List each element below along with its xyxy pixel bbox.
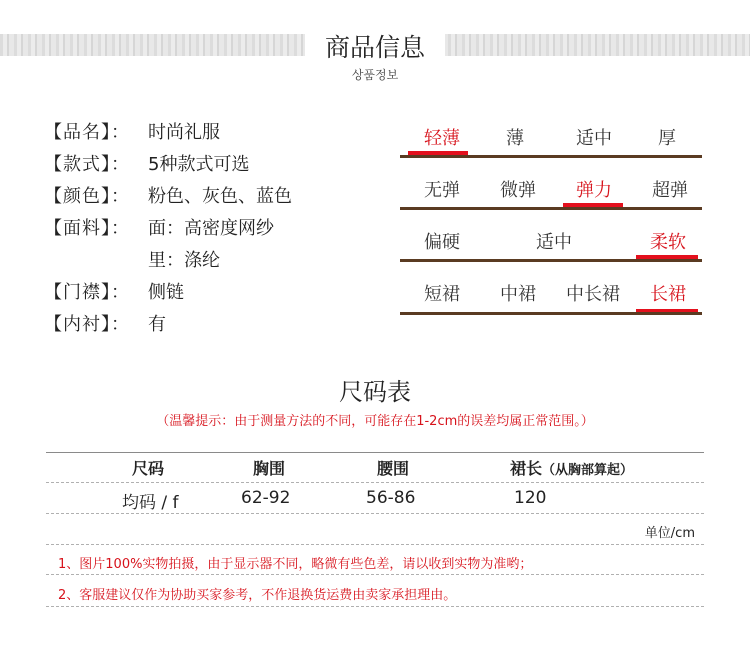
option-medium: 适中	[576, 128, 612, 149]
table-header-size: 尺码	[132, 459, 165, 478]
option-slight-stretch: 微弹	[500, 180, 536, 201]
option-super-stretch: 超弹	[652, 180, 688, 201]
attribute-value: 侧链	[148, 282, 184, 303]
option-short-skirt: 短裙	[424, 284, 460, 305]
table-cell-waist: 56-86	[366, 488, 416, 508]
note-item: 2、客服建议仅作为协助买家参考，不作退换货运费由卖家承担理由。	[58, 588, 457, 603]
notes-divider	[46, 544, 704, 545]
attribute-row	[44, 310, 166, 336]
table-header-length	[510, 456, 633, 479]
table-header-waist: 腰围	[377, 459, 410, 478]
table-cell-size: 均码 / f	[122, 493, 179, 513]
table-header-length-label: 裙长	[510, 459, 543, 478]
option-midi-skirt: 中长裙	[566, 284, 620, 305]
option-stretch: 弹力	[576, 180, 612, 201]
unit-label: 单位/cm	[644, 526, 695, 541]
table-cell-length: 120	[514, 488, 547, 508]
grid-divider	[400, 259, 702, 262]
option-thin: 薄	[506, 128, 524, 149]
notes-divider	[46, 606, 704, 607]
option-soft: 柔软	[650, 232, 686, 253]
attribute-row	[44, 246, 220, 272]
attribute-row	[44, 118, 220, 144]
grid-divider	[400, 312, 702, 315]
option-thin-light: 轻薄	[424, 128, 460, 149]
table-row-rule	[46, 513, 704, 514]
attribute-key: 【门襟】：	[44, 282, 130, 303]
attribute-key: 【品名】：	[44, 122, 130, 143]
table-cell-chest: 62-92	[241, 488, 291, 508]
attribute-row	[44, 278, 184, 304]
attribute-row	[44, 214, 274, 240]
grid-divider	[400, 207, 702, 210]
size-chart-title: 尺码表	[339, 378, 411, 406]
table-row-rule	[46, 482, 704, 483]
attribute-key: 【面料】：	[44, 218, 130, 239]
option-mid-skirt: 中裙	[500, 284, 536, 305]
table-header-chest: 胸围	[253, 459, 286, 478]
attribute-value: 里：涤纶	[148, 250, 220, 271]
attribute-row	[44, 150, 249, 176]
attribute-key: 【颜色】：	[44, 186, 130, 207]
attribute-key: 【内衬】：	[44, 314, 130, 335]
option-thick: 厚	[658, 128, 676, 149]
attribute-value: 5种款式可选	[148, 154, 250, 175]
attribute-row	[44, 182, 292, 208]
option-long-skirt: 长裙	[650, 284, 686, 305]
page-subtitle: 상품정보	[351, 68, 399, 82]
option-medium-soft: 适中	[536, 232, 572, 253]
option-stiff: 偏硬	[424, 232, 460, 253]
note-item: 1、图片100%实物拍摄，由于显示器不同，略微有些色差，请以收到实物为准哟；	[58, 557, 533, 572]
page-title: 商品信息	[324, 33, 425, 62]
attribute-value: 面：高密度网纱	[148, 218, 274, 239]
attribute-key: 【款式】：	[44, 154, 130, 175]
size-chart-tip: （温馨提示：由于测量方法的不同，可能存在1-2cm的误差均属正常范围。）	[156, 414, 594, 429]
grid-divider	[400, 155, 702, 158]
attribute-value: 有	[148, 314, 166, 335]
attribute-value: 粉色、灰色、蓝色	[148, 186, 292, 207]
table-top-rule	[46, 452, 704, 453]
notes-divider	[46, 574, 704, 575]
option-no-stretch: 无弹	[424, 180, 460, 201]
attribute-value: 时尚礼服	[148, 122, 220, 143]
table-header-length-note: （从胸部算起）	[542, 463, 634, 478]
